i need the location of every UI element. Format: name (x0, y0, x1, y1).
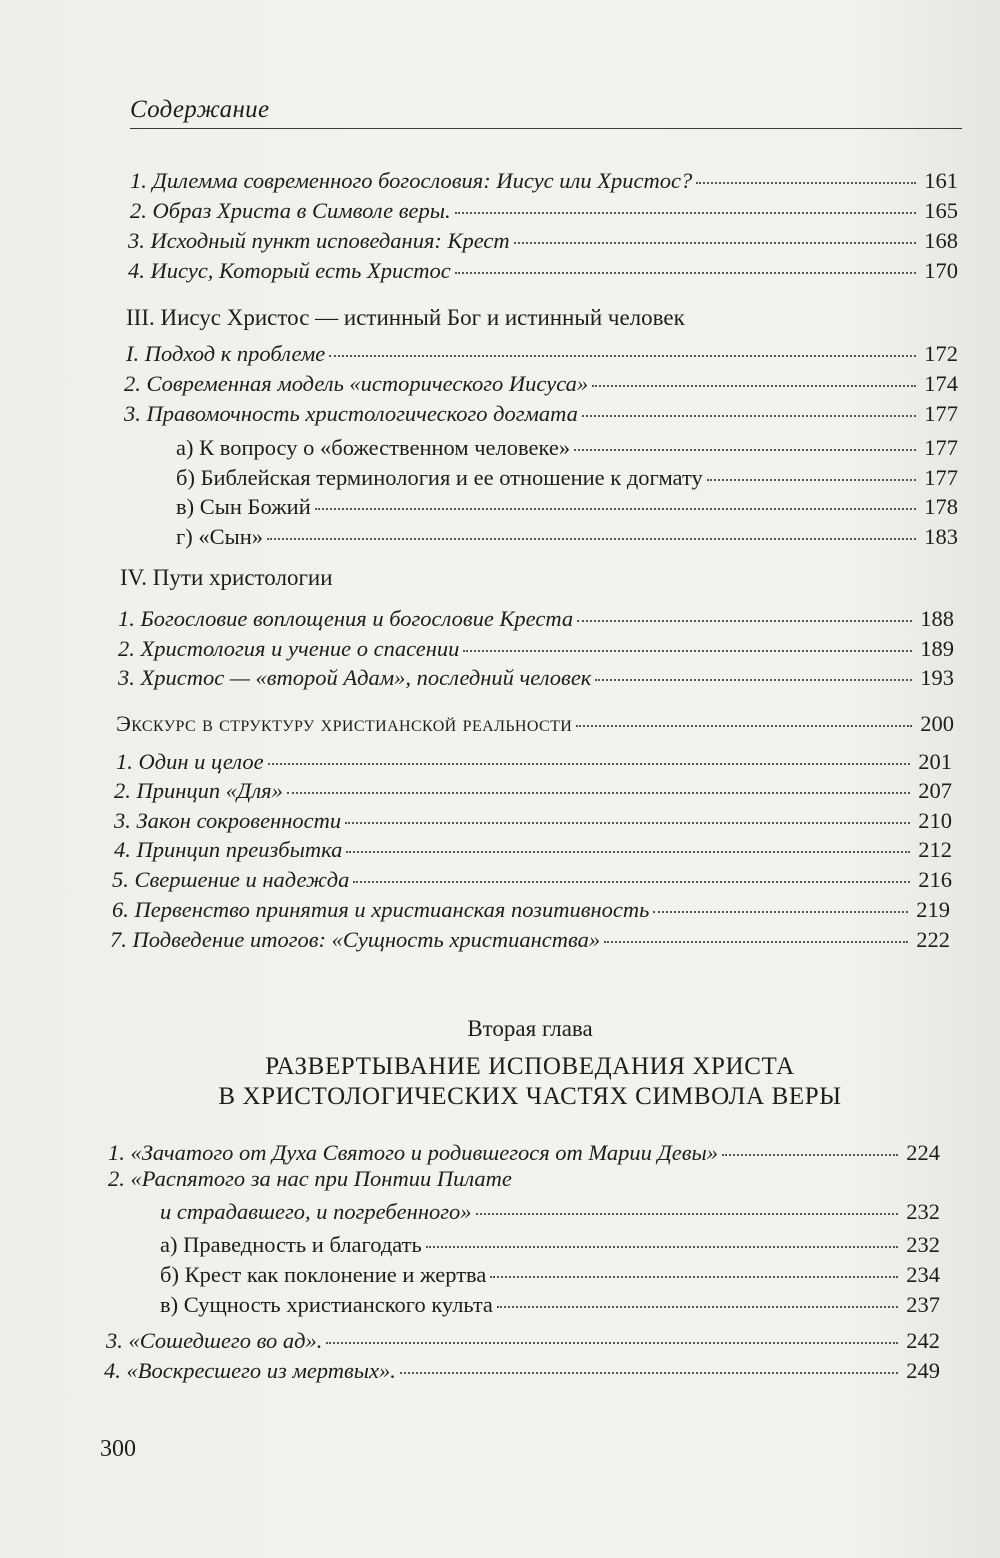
toc-entry-title: 6. Первенство принятия и христианская позитивность (112, 897, 650, 922)
toc-entry[interactable] (116, 749, 952, 779)
toc-entry-page: 165 (924, 198, 958, 223)
toc-entry-title: 4. Иисус, Который есть Христос (128, 258, 451, 283)
toc-entry-page: 234 (906, 1262, 940, 1287)
toc-subentry[interactable] (176, 435, 958, 465)
toc-entry-page: 172 (924, 341, 958, 366)
toc-entry-title: Экскурс в структуру христианской реальности (116, 711, 573, 736)
toc-entry-page: 177 (924, 435, 958, 460)
toc-entry-title: 2. Современная модель «исторического Иисуса» (124, 371, 589, 396)
dot-leader (722, 1153, 898, 1156)
toc-entry[interactable] (106, 1328, 940, 1358)
toc-entry-title: 5. Свершение и надежда (112, 867, 350, 892)
toc-entry[interactable] (118, 606, 954, 636)
chapter-title-line1: РАЗВЕРТЫВАНИЕ ИСПОВЕДАНИЯ ХРИСТА (265, 1053, 795, 1080)
toc-entry-page: 189 (920, 636, 954, 661)
toc-entry[interactable] (130, 198, 958, 228)
toc-entry-page: 178 (924, 494, 958, 519)
toc-entry-page: 219 (916, 897, 950, 922)
dot-leader (455, 211, 917, 214)
toc-entry-title: 2. Христология и учение о спасении (118, 636, 460, 661)
dot-leader (582, 414, 916, 417)
toc-entry-title: 1. «Зачатого от Духа Святого и родившегося от Марии Девы» (108, 1140, 719, 1165)
toc-entry-page: 170 (924, 258, 958, 283)
toc-entry-page: 177 (924, 401, 958, 426)
toc-entry-page: 200 (920, 711, 954, 736)
section-heading[interactable]: III. Иисус Христос — истинный Бог и истинный человек (126, 305, 685, 330)
toc-entry-title: 1. Дилемма современного богословия: Иисус или Христос? (130, 168, 693, 193)
toc-entry-title: б) Библейская терминология и ее отношение к догмату (176, 465, 703, 490)
toc-entry-title: 4. «Воскресшего из мертвых». (104, 1358, 396, 1383)
toc-entry-title: 7. Подведение итогов: «Сущность христианства» (110, 927, 601, 952)
toc-entry-title: 2. Образ Христа в Символе веры. (130, 198, 451, 223)
toc-entry-title: и страдавшего, и погребенного» (160, 1199, 472, 1224)
toc-entry-page: 207 (918, 778, 952, 803)
toc-entry[interactable] (114, 837, 952, 867)
toc-entry-title: 3. «Сошедшего во ад». (106, 1328, 323, 1353)
page-number: 300 (100, 1436, 136, 1462)
dot-leader (326, 1341, 898, 1344)
dot-leader (426, 1245, 898, 1248)
toc-subentry[interactable] (176, 465, 958, 495)
toc-entry[interactable] (104, 1358, 940, 1388)
chapter-label: Вторая глава (467, 1016, 593, 1041)
toc-entry-title: в) Сущность христианского культа (160, 1292, 493, 1317)
toc-entry-title: в) Сын Божий (176, 494, 311, 519)
toc-entry-page: 193 (920, 665, 954, 690)
toc-entry-page: 232 (906, 1199, 940, 1224)
dot-leader (476, 1212, 899, 1215)
toc-subentry[interactable] (176, 494, 958, 524)
toc-entry[interactable] (110, 927, 950, 957)
toc-excursus[interactable] (116, 711, 954, 741)
dot-leader (345, 821, 910, 824)
dot-leader (577, 619, 912, 622)
section-heading[interactable]: IV. Пути христологии (120, 565, 333, 590)
toc-entry-title: 4. Принцип преизбытка (114, 837, 343, 862)
toc-entry-page: 216 (918, 867, 952, 892)
dot-leader (576, 724, 912, 727)
dot-leader (315, 507, 916, 510)
dot-leader (463, 649, 912, 652)
dot-leader (696, 181, 916, 184)
toc-subentry[interactable] (160, 1292, 940, 1322)
toc-entry-title: 2. Принцип «Для» (114, 778, 283, 803)
toc-subentry[interactable] (160, 1232, 940, 1262)
toc-subentry[interactable] (176, 524, 958, 554)
dot-leader (346, 850, 910, 853)
toc-entry-title: а) Праведность и благодать (160, 1232, 422, 1257)
toc-entry-page: 242 (906, 1328, 940, 1353)
toc-entry-page: 177 (924, 465, 958, 490)
toc-entry[interactable] (112, 867, 952, 897)
toc-entry[interactable] (112, 897, 950, 927)
dot-leader (353, 880, 910, 883)
dot-leader (514, 241, 917, 244)
dot-leader (592, 384, 916, 387)
toc-entry-page: 237 (906, 1292, 940, 1317)
dot-leader (287, 791, 910, 794)
toc-subentry[interactable] (160, 1262, 940, 1292)
dot-leader (574, 448, 916, 451)
toc-entry[interactable] (124, 371, 958, 401)
toc-entry[interactable] (160, 1199, 940, 1229)
toc-entry-title: а) К вопросу о «божественном человеке» (176, 435, 571, 460)
dot-leader (455, 271, 916, 274)
toc-entry[interactable] (114, 778, 952, 808)
toc-entry[interactable] (124, 401, 958, 431)
toc-entry[interactable] (130, 168, 958, 198)
toc-entry[interactable] (126, 341, 958, 371)
toc-entry-title: б) Крест как поклонение и жертва (160, 1262, 487, 1287)
toc-entry-page: 210 (918, 808, 952, 833)
toc-entry[interactable] (118, 636, 954, 666)
dot-leader (595, 678, 912, 681)
toc-entry-page: 212 (918, 837, 952, 862)
dot-leader (497, 1305, 898, 1308)
toc-entry-title: 1. Один и целое (116, 749, 264, 774)
toc-entry-title: I. Подход к проблеме (126, 341, 326, 366)
dot-leader (604, 940, 908, 943)
toc-entry-title: 3. Правомочность христологического догмата (124, 401, 578, 426)
toc-entry-page: 183 (924, 524, 958, 549)
dot-leader (267, 537, 916, 540)
toc-entry[interactable] (114, 808, 952, 838)
toc-entry[interactable] (128, 228, 958, 258)
toc-entry-page: 201 (918, 749, 952, 774)
toc-entry-page: 224 (906, 1140, 940, 1165)
dot-leader (653, 910, 908, 913)
chapter-title-line2: В ХРИСТОЛОГИЧЕСКИХ ЧАСТЯХ СИМВОЛА ВЕРЫ (218, 1083, 842, 1110)
toc-entry-title: 3. Исходный пункт исповедания: Крест (128, 228, 510, 253)
toc-entry-title: г) «Сын» (176, 524, 264, 549)
dot-leader (329, 354, 916, 357)
toc-entry-title: 1. Богословие воплощения и богословие Креста (118, 606, 574, 631)
dot-leader (400, 1371, 898, 1374)
toc-entry-page: 188 (920, 606, 954, 631)
toc-entry-page: 174 (924, 371, 958, 396)
toc-entry-page: 161 (924, 168, 958, 193)
dot-leader (490, 1275, 898, 1278)
toc-entry-title: 3. Христос — «второй Адам», последний человек (118, 665, 592, 690)
toc-entry-page: 249 (906, 1358, 940, 1383)
toc-entry[interactable] (118, 665, 954, 695)
toc-entry[interactable] (128, 258, 958, 288)
toc-entry-page: 168 (924, 228, 958, 253)
dot-leader (707, 478, 917, 481)
toc-entry-page: 232 (906, 1232, 940, 1257)
toc-entry-line1[interactable]: 2. «Распятого за нас при Понтии Пилате (108, 1166, 512, 1191)
toc-entry-page: 222 (916, 927, 950, 952)
toc-entry-title: 3. Закон сокровенности (114, 808, 342, 833)
dot-leader (268, 762, 911, 765)
running-head: Содержание (130, 96, 962, 129)
